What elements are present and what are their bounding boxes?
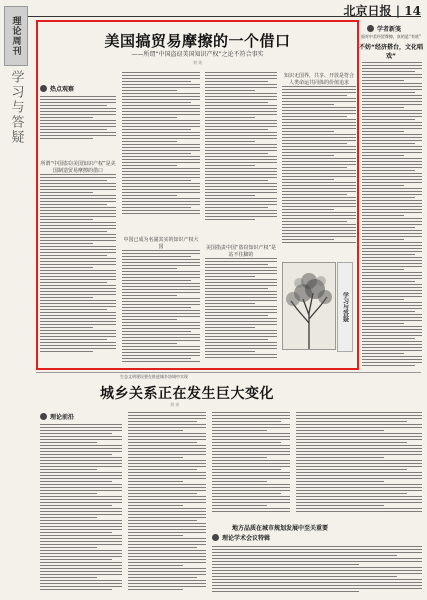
section-tag-frontier <box>40 412 74 421</box>
subhead-2: 中国已成为名副其实的知识产权大国 <box>123 237 199 250</box>
ink-painting <box>282 262 336 350</box>
article-column-3b <box>205 258 277 366</box>
lower-column-2 <box>128 412 206 596</box>
top-rule <box>28 16 421 17</box>
section-bullet-icon <box>212 534 219 541</box>
page-top-info <box>70 2 357 7</box>
section-vertical-title <box>6 70 26 180</box>
article-column-1a <box>40 96 116 156</box>
sidebar-title-1: 面对中美经贸摩擦，真的是“有底” <box>360 34 422 39</box>
subhead-3: 美国指责中国“盗窃知识产权”是站不住脚的 <box>205 245 277 258</box>
section-bullet-icon <box>40 85 47 92</box>
article-column-3a <box>205 72 277 242</box>
sidebar-section-tag <box>367 24 401 33</box>
sidebar-body <box>362 62 422 368</box>
article-column-2a <box>122 72 200 232</box>
subhead-1: 所谓“中国盗窃美国知识产权”是美国制造贸易摩擦的借口 <box>40 161 116 174</box>
lower-third-story-body <box>212 546 422 596</box>
sidebar-tag-label: 学者新笺 <box>377 26 402 33</box>
main-headline: 美国搞贸易摩擦的一个借口 <box>104 32 291 50</box>
main-subheadline: ——所谓“中国盗窃美国知识产权”之论不符合事实 <box>131 51 264 58</box>
section-vertical-label: 学习与答疑 <box>8 70 24 145</box>
subhead-4: 知识无国界，共享、开放是符合人类命运共同体的价值追求 <box>283 73 354 86</box>
page-number: 14 <box>404 4 421 18</box>
second-story-kicker: 生态文明建设要在推进城乡协调中实现 <box>120 374 188 379</box>
masthead-title: 北京日报 <box>343 4 392 18</box>
article-column-1b <box>40 174 116 366</box>
tree-painting-icon <box>283 263 335 349</box>
middle-rule <box>36 372 421 373</box>
second-byline: 刘 奇 <box>170 402 180 407</box>
banner-label: 理论周刊 <box>10 16 21 56</box>
section-tag-label: 热点观察 <box>50 86 75 93</box>
second-headline: 城乡关系正在发生巨大变化 <box>100 386 274 402</box>
vertical-tag <box>337 262 353 352</box>
third-story-title: 地方品质在城市规划发展中至关重要 <box>231 525 328 532</box>
section-tag-conference <box>212 533 270 542</box>
article-column-2b <box>122 250 200 366</box>
section-bullet-icon <box>40 413 47 420</box>
lower-column-3 <box>212 412 290 520</box>
section-banner <box>4 6 28 66</box>
section-tag-label: 理论前沿 <box>50 414 75 421</box>
sidebar-title-2: 不妨“经济搭台，文化唱戏” <box>359 44 423 60</box>
main-byline: 刘 英 <box>192 60 203 65</box>
vertical-tag-label: 学习与答疑 <box>341 292 349 322</box>
sidebar-bullet-icon <box>367 25 374 32</box>
section-tag-label: 理论学术会议特辑 <box>222 535 271 542</box>
section-tag-hot <box>40 84 74 93</box>
masthead-separator: | <box>395 4 401 18</box>
lower-column-1 <box>40 424 122 596</box>
lower-column-4 <box>296 412 422 520</box>
article-column-4 <box>282 86 356 256</box>
